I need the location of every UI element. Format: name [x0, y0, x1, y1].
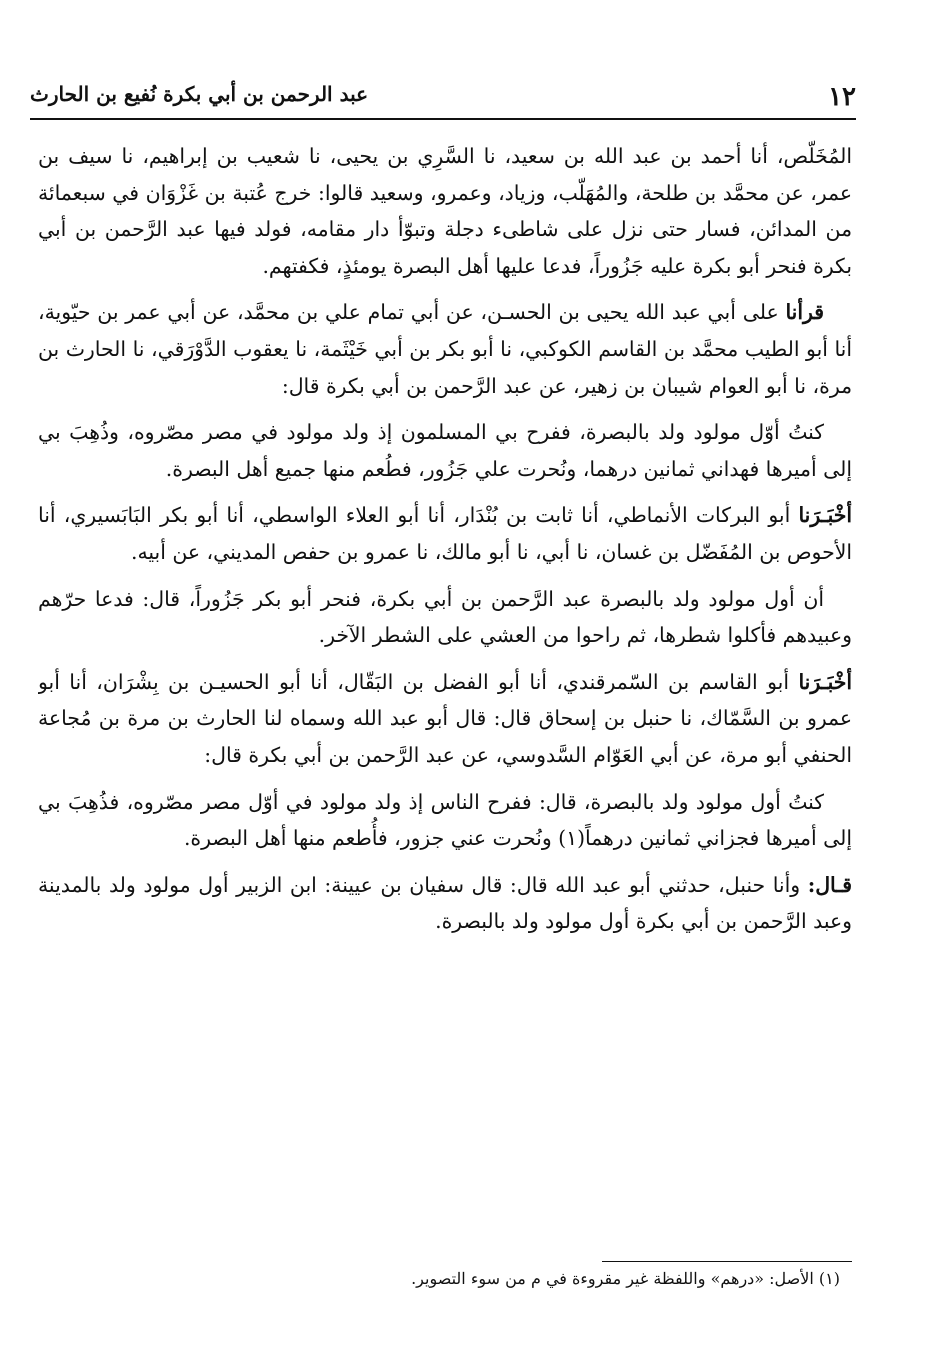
paragraph-text: وأنا حنبل، حدثني أبو عبد الله قال: قال سفيان بن عيينة: ابن الزبير أول مولود ولد بالمدينة وعبد الرَّحمن بن أبي بكرة أول مولود ولد بالبصرة.: [38, 872, 852, 934]
paragraph: [38, 784, 852, 857]
paragraph: [38, 414, 852, 487]
paragraph: [38, 867, 852, 940]
paragraph-text: كنتُ أوّل مولود ولد بالبصرة، ففرح بي المسلمون إذ ولد مولود في مصر مصّروه، وذُهِبَ بي إلى أميرها فهداني ثمانين درهما، ونُحرت علي جَزُور، فطُعم منها جميع أهل البصرة.: [38, 420, 852, 481]
paragraph: [38, 138, 852, 284]
paragraph: [38, 294, 852, 404]
paragraph-head: قرأنا: [785, 300, 824, 325]
running-title: عبد الرحمن بن أبي بكرة نُفيع بن الحارث: [30, 82, 369, 106]
paragraph-text: على أبي عبد الله يحيى بن الحسـن، عن أبي تمام علي بن محمَّد، عن أبي عمر بن حيّوية، أنا أبو الطيب محمَّد بن القاسم الكوكبي، نا أبو بكر بن أبي خَيْثَمة، نا يعقوب الدَّوْرَقي، نا الحارث بن مرة، نا أبو العوام شيبان بن زهير، عن عبد الرَّحمن بن أبي بكرة قال:: [38, 300, 852, 398]
paragraph: [38, 664, 852, 774]
page-header: [30, 74, 856, 120]
footnote-divider: [602, 1261, 852, 1262]
page-number: ١٢: [828, 82, 856, 112]
footnote: (١) الأصل: «درهم» واللفظة غير مقروءة في م من سوء التصوير.: [411, 1269, 840, 1288]
paragraph-text: كنتُ أول مولود ولد بالبصرة، قال: ففرح الناس إذ ولد مولود في أوّل مصر مصّروه، فذُهِبَ بي إلى أميرها فجزاني ثمانين درهماً(١) ونُحرت عني جزور، فأُطعم منها أهل البصرة.: [38, 789, 852, 851]
paragraph-text: أبو البركات الأنماطي، أنا ثابت بن بُنْدَار، أنا أبو العلاء الواسطي، أنا أبو بكر البَابَسيري، أنا الأحوص بن المُفَضّل بن غسان، نا أبي، نا أبو مالك، نا عمرو بن حفص المديني، عن أبيه.: [38, 503, 852, 564]
paragraph-head: أخْبَـرَنا: [798, 503, 852, 528]
paragraph-text: أبو القاسم بن السّمرقندي، أنا أبو الفضل بن البَقّال، أنا أبو الحسيـن بن بِشْرَان، أنا أبو عمرو بن السَّمّاك، نا حنبل بن إسحاق قال: قال أبو عبد الله وسماه لنا الحارث بن مرة بن مُجاعة الحنفي أبو مرة، عن أبي العَوّام السَّدوسي، عن عبد الرَّحمن بن أبي بكرة قال:: [38, 669, 852, 767]
paragraph-head: قـال:: [807, 872, 852, 897]
paragraph-text: المُخَلّص، أنا أحمد بن عبد الله بن سعيد، نا السَّرِي بن يحيى، نا شعيب بن إبراهيم، نا سيف بن عمر، عن محمَّد بن طلحة، والمُهَلّب، وزياد، وعمرو، وسعيد قالوا: خرج عُتبة بن غَزْوَان في سبعمائة من المدائن، فسار حتى نزل على شاطىء دجلة وتبوّأ دار مقامه، فولد فيها عبد الرَّحمن بن أبي بكرة فنحر أبو بكرة عليه جَزُوراً، فدعا عليها أهل البصرة يومئذٍ، فكفتهم.: [38, 144, 852, 278]
paragraph-text: أن أول مولود ولد بالبصرة عبد الرَّحمن بن أبي بكرة، فنحر أبو بكر جَزُوراً، قال: فدعا حرّهم وعبيدهم فأكلوا شطرها، ثم راحوا من العشي على الشطر الآخر.: [38, 586, 852, 648]
paragraph: [38, 497, 852, 570]
page-body: [38, 138, 852, 1243]
paragraph: [38, 581, 852, 654]
paragraph-head: أخْبَـرَنا: [798, 669, 852, 694]
